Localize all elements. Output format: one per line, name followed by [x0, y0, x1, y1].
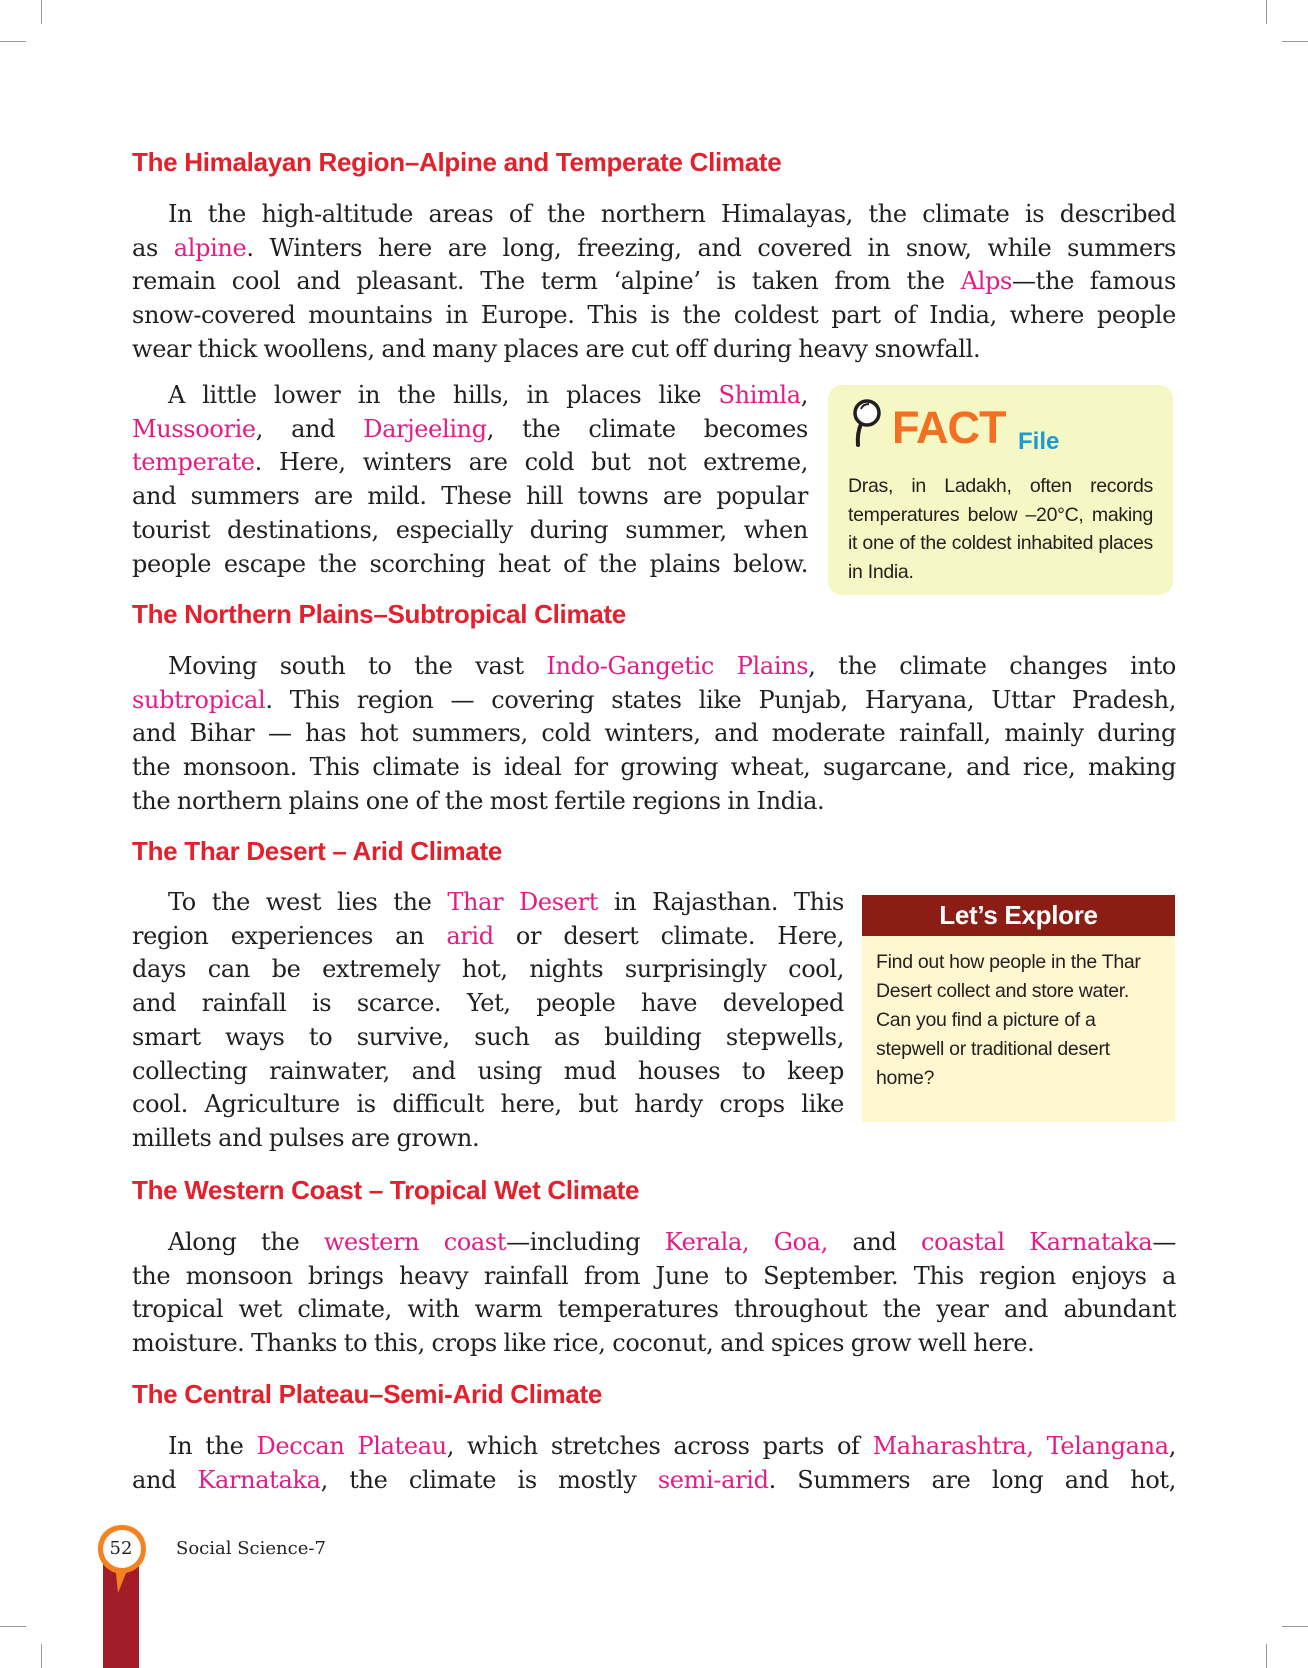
- highlight-term: Thar Desert: [447, 888, 599, 916]
- highlight-term: Karnataka: [197, 1465, 321, 1494]
- fact-file-box: [828, 385, 1173, 595]
- fact-file-title: FACT: [892, 402, 1006, 453]
- paragraph-himalayan-temperate: A little lower in the hills, in places like Shimla, Mussoorie, and Darjeeling, the climate becomes temperate. Here, winters are cold but not extreme, and summers are mild. These hill towns are popular tourist destinations, especially during summer, when people escape the scorching heat of the plains below.: [132, 381, 808, 578]
- page-number-bubble: [96, 1523, 148, 1595]
- lets-explore-title: Let’s Explore: [862, 895, 1175, 936]
- page-number: 52: [109, 1538, 133, 1559]
- paragraph-thar-desert: To the west lies the Thar Desert in Rajasthan. This region experiences an arid or desert climate. Here, days can be extremely hot, nights surprisingly cool, and rainfall is scarce. Yet, people have developed smart ways to survive, such as building stepwells, collecting rainwater, and using mud houses to keep cool. Agriculture is difficult here, but hardy crops like millets and pulses are grown.: [132, 888, 844, 1152]
- crop-mark: [0, 41, 26, 42]
- highlight-term: temperate: [132, 448, 255, 477]
- paragraph-central-plateau: In the Deccan Plateau, which stretches across parts of Maharashtra, Telangana, and Karnataka, the climate is mostly semi-arid. Summers are long and hot,: [132, 1432, 1177, 1494]
- section-heading-himalayan: The Himalayan Region–Alpine and Temperate Climate: [132, 147, 782, 177]
- paragraph-northern-plains: Moving south to the vast Indo-Gangetic Plains, the climate changes into subtropical. This region — covering states like Punjab, Haryana, Uttar Pradesh, and Bihar — has hot summers, cold winters, and moderate rainfall, mainly during the monsoon. This climate is ideal for growing wheat, sugarcane, and rice, making the northern plains one of the most fertile regions in India.: [132, 652, 1176, 815]
- highlight-term: arid: [446, 921, 494, 950]
- magnifier-icon: [850, 397, 888, 449]
- highlight-term: Kerala, Goa,: [664, 1228, 828, 1256]
- highlight-term: Alps: [960, 267, 1013, 296]
- highlight-term: Mussoorie: [132, 414, 256, 443]
- highlight-term: Indo-Gangetic Plains: [546, 652, 809, 680]
- highlight-term: alpine: [173, 233, 247, 262]
- section-heading-western-coast: The Western Coast – Tropical Wet Climate: [132, 1175, 640, 1205]
- crop-mark: [1282, 41, 1308, 42]
- crop-mark: [41, 1644, 42, 1668]
- lets-explore-box: [862, 895, 1175, 1122]
- crop-mark: [0, 1626, 26, 1627]
- highlight-term: Deccan Plateau: [256, 1432, 447, 1460]
- crop-mark: [1266, 0, 1267, 24]
- paragraph-himalayan-alpine: In the high-altitude areas of the northern Himalayas, the climate is described as alpine. Winters here are long, freezing, and covered in snow, while summers remain cool and pleasant. The term ‘alpine’ is taken from the Alps—the famous snow-covered mountains in Europe. This is the coldest part of India, where people wear thick woollens, and many places are cut off during heavy snowfall.: [132, 200, 1177, 363]
- highlight-term: Darjeeling: [363, 414, 487, 443]
- fact-file-text: Dras, in Ladakh, often records temperatures below –20°C, making it one of the coldest inhabited places in India.: [848, 475, 1153, 583]
- section-heading-thar-desert: The Thar Desert – Arid Climate: [132, 836, 503, 866]
- highlight-term: coastal Karnataka: [921, 1228, 1153, 1256]
- highlight-term: Shimla: [718, 381, 801, 409]
- highlight-term: subtropical: [132, 685, 266, 714]
- paragraph-western-coast: Along the western coast—including Kerala, Goa, and coastal Karnataka— the monsoon brings heavy rainfall from June to September. This region enjoys a tropical wet climate, with warm temperatures throughout the year and abundant moisture. Thanks to this, crops like rice, coconut, and spices grow well here.: [132, 1228, 1177, 1358]
- section-heading-central-plateau: The Central Plateau–Semi-Arid Climate: [132, 1379, 603, 1409]
- highlight-term: semi-arid: [657, 1465, 769, 1494]
- crop-mark: [41, 0, 42, 24]
- lets-explore-text: Find out how people in the Thar Desert collect and store water. Can you find a picture of a stepwell or traditional desert home?: [876, 951, 1141, 1089]
- book-title: Social Science-7: [176, 1538, 326, 1559]
- highlight-term: Maharashtra, Telangana: [872, 1432, 1169, 1460]
- crop-mark: [1266, 1644, 1267, 1668]
- highlight-term: western coast: [323, 1228, 507, 1256]
- fact-file-subtitle: File: [1018, 428, 1060, 455]
- crop-mark: [1282, 1626, 1308, 1627]
- section-heading-northern-plains: The Northern Plains–Subtropical Climate: [132, 599, 626, 629]
